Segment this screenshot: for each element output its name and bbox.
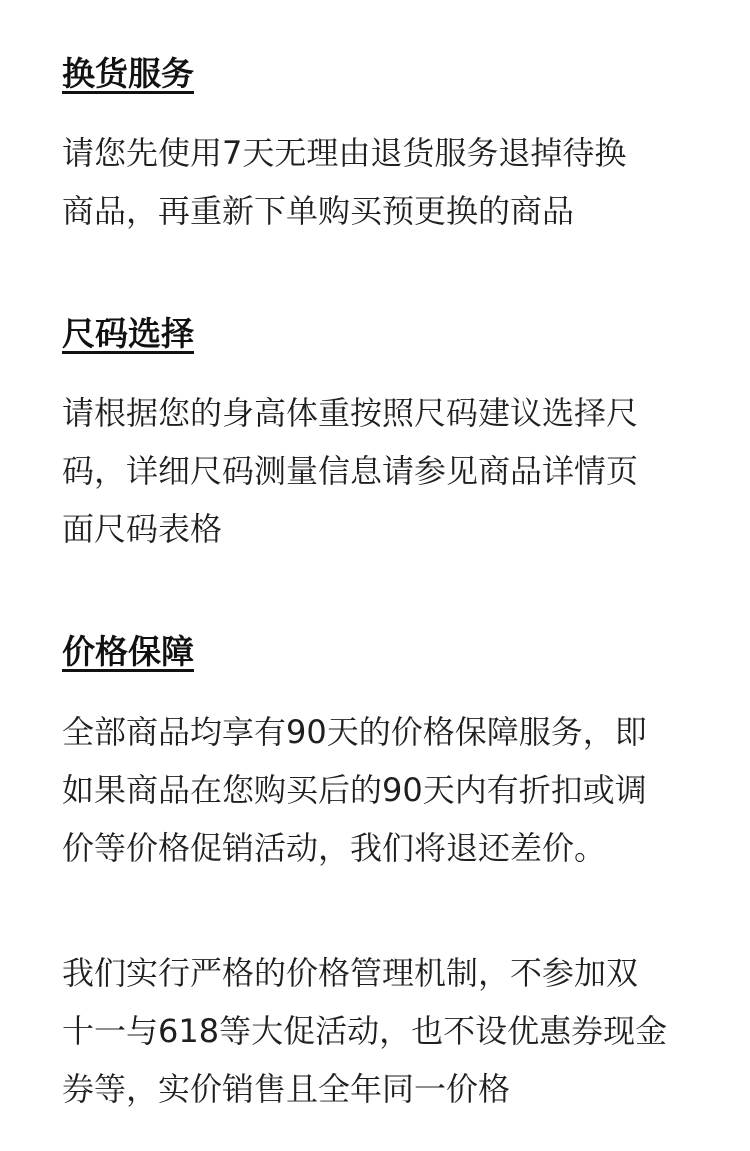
paragraph-line: 全部商品均享有90天的价格保障服务，即: [62, 713, 647, 751]
paragraph-line: 券等，实价销售且全年同一价格: [62, 1070, 511, 1108]
paragraph-line: 面尺码表格: [62, 510, 223, 548]
section-heading-price: 价格保障: [62, 632, 194, 671]
price-paragraph-1: [62, 703, 730, 877]
paragraph-line: 十一与618等大促活动，也不设优惠券现金: [62, 1012, 668, 1050]
paragraph-line: 我们实行严格的价格管理机制，不参加双: [62, 954, 639, 992]
paragraph-line: 请您先使用7天无理由退货服务退掉待换: [62, 134, 627, 172]
paragraph-line: 请根据您的身高体重按照尺码建议选择尺: [62, 394, 639, 432]
price-paragraph-2: [62, 944, 730, 1118]
paragraph-line: 商品，再重新下单购买预更换的商品: [62, 192, 575, 230]
paragraph-line: 价等价格促销活动，我们将退还差价。: [62, 829, 607, 867]
exchange-paragraph: [62, 124, 730, 240]
section-heading-exchange: 换货服务: [62, 54, 194, 93]
section-heading-size: 尺码选择: [62, 314, 194, 353]
size-paragraph: [62, 384, 730, 558]
paragraph-line: 如果商品在您购买后的90天内有折扣或调: [62, 771, 647, 809]
paragraph-line: 码，详细尺码测量信息请参见商品详情页: [62, 452, 639, 490]
